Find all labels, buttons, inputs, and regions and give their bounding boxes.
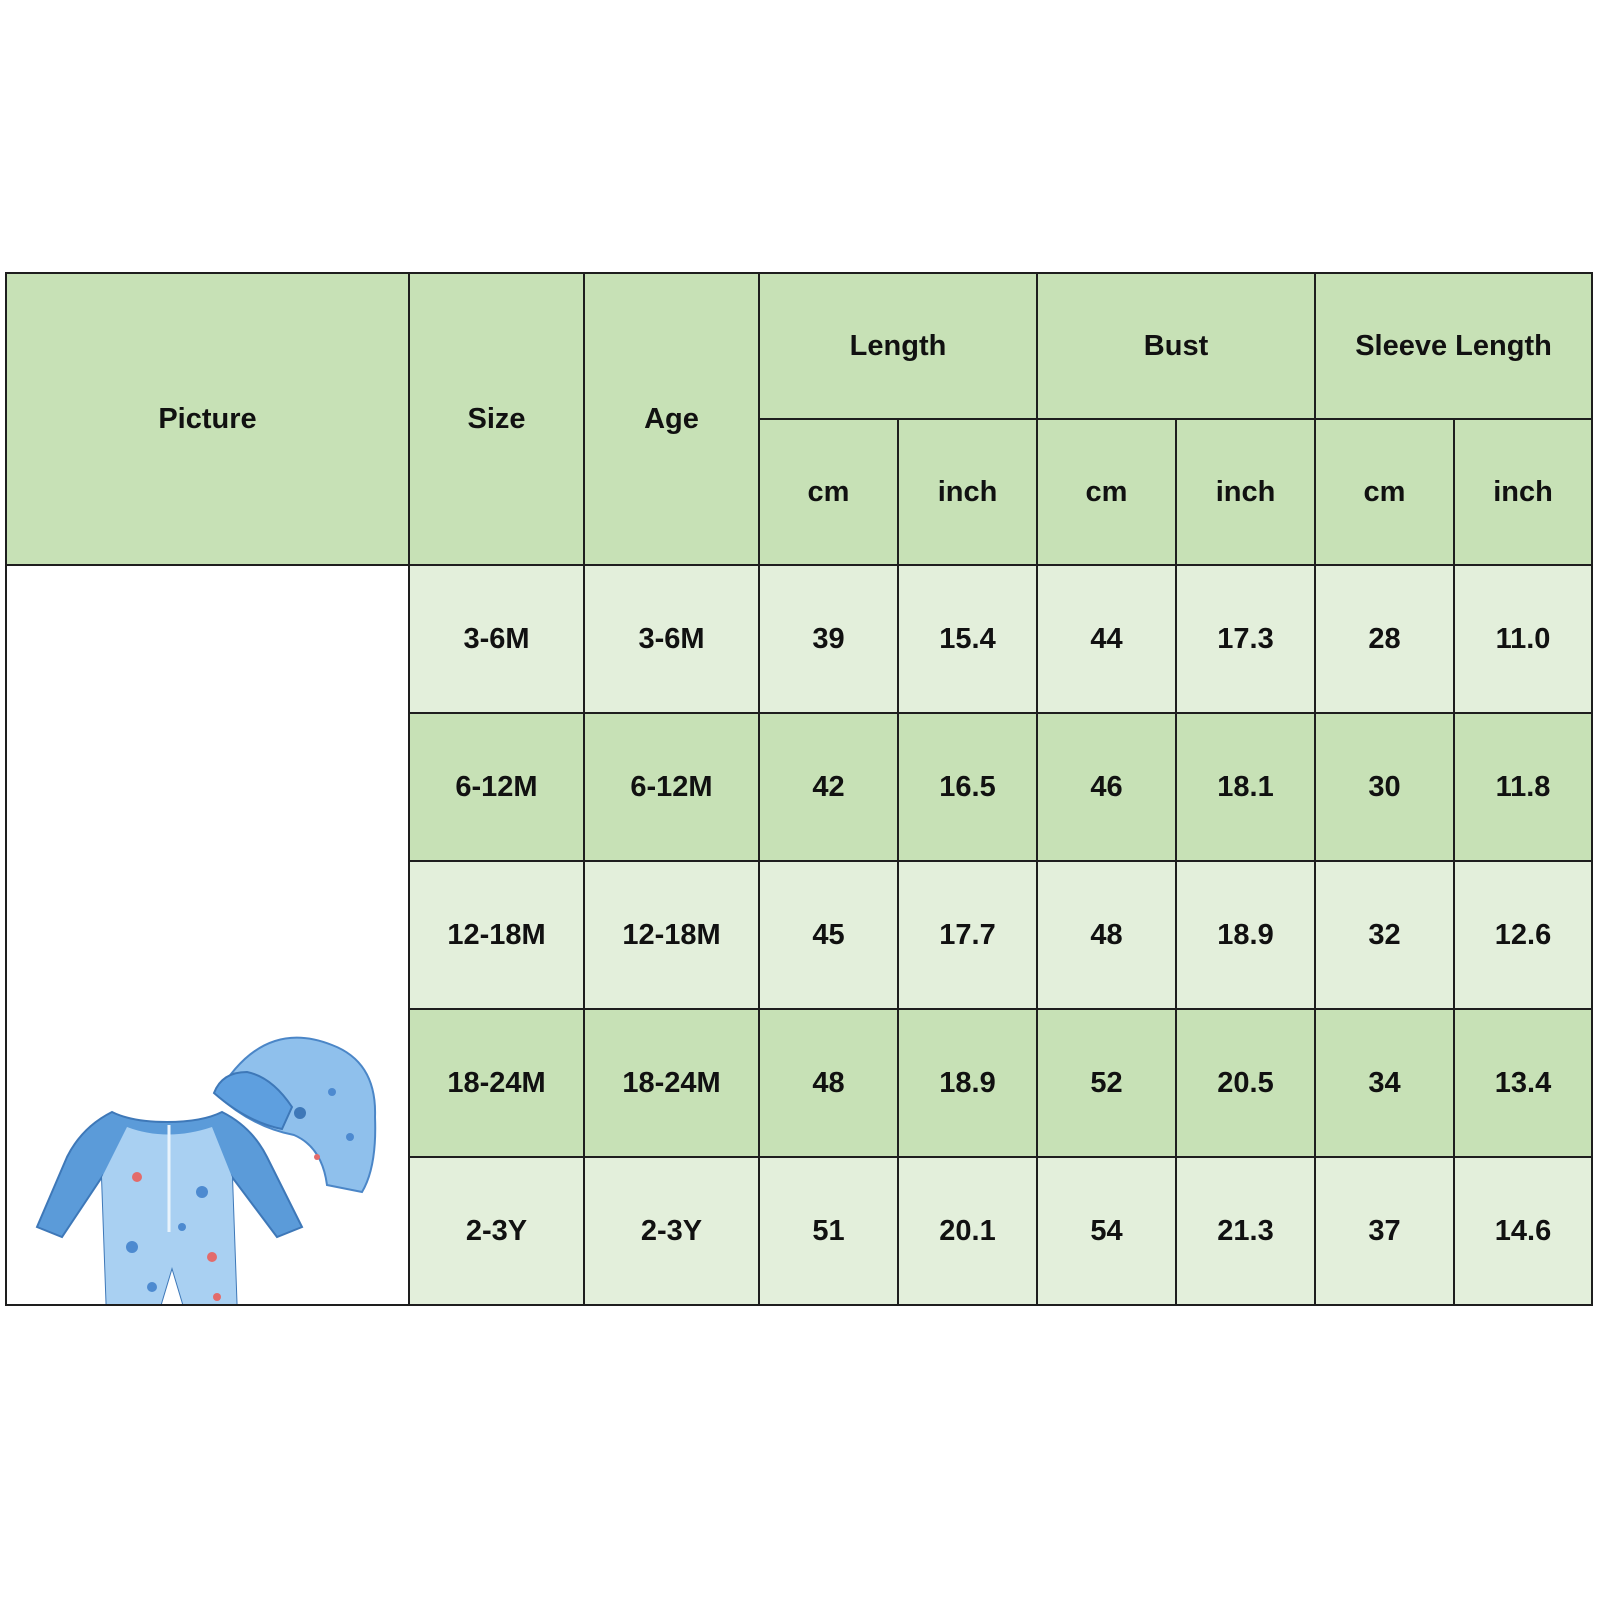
cell-sleeve-cm: 37 [1315,1157,1454,1305]
cell-bust-inch: 21.3 [1176,1157,1315,1305]
header-bust: Bust [1037,273,1315,419]
unit-length-inch: inch [898,419,1037,565]
cell-sleeve-inch: 13.4 [1454,1009,1592,1157]
cell-bust-cm: 52 [1037,1009,1176,1157]
cell-size: 6-12M [409,713,584,861]
unit-sleeve-cm: cm [1315,419,1454,565]
cell-age: 3-6M [584,565,759,713]
cell-size: 2-3Y [409,1157,584,1305]
rash-guard-icon [37,1112,302,1305]
cell-sleeve-cm: 34 [1315,1009,1454,1157]
cell-sleeve-cm: 32 [1315,861,1454,1009]
header-sleeve-length: Sleeve Length [1315,273,1592,419]
unit-length-cm: cm [759,419,898,565]
cell-sleeve-inch: 11.8 [1454,713,1592,861]
cell-length-inch: 15.4 [898,565,1037,713]
cell-length-cm: 42 [759,713,898,861]
cell-length-inch: 18.9 [898,1009,1037,1157]
cell-size: 18-24M [409,1009,584,1157]
cell-bust-inch: 17.3 [1176,565,1315,713]
unit-bust-cm: cm [1037,419,1176,565]
cell-length-cm: 51 [759,1157,898,1305]
cell-length-inch: 20.1 [898,1157,1037,1305]
cell-age: 12-18M [584,861,759,1009]
cell-bust-inch: 18.9 [1176,861,1315,1009]
cell-age: 2-3Y [584,1157,759,1305]
unit-sleeve-inch: inch [1454,419,1592,565]
cell-size: 12-18M [409,861,584,1009]
table-row [6,565,1592,713]
cell-bust-cm: 54 [1037,1157,1176,1305]
cell-size: 3-6M [409,565,584,713]
unit-bust-inch: inch [1176,419,1315,565]
header-length: Length [759,273,1037,419]
cell-sleeve-cm: 30 [1315,713,1454,861]
cell-bust-cm: 46 [1037,713,1176,861]
cell-sleeve-inch: 11.0 [1454,565,1592,713]
cell-bust-inch: 20.5 [1176,1009,1315,1157]
cell-sleeve-cm: 28 [1315,565,1454,713]
cell-age: 6-12M [584,713,759,861]
product-picture-cell [6,565,409,1305]
cell-length-inch: 16.5 [898,713,1037,861]
header-age: Age [584,273,759,565]
cell-sleeve-inch: 12.6 [1454,861,1592,1009]
swimsuit-and-hat-image [32,1017,402,1305]
cell-length-cm: 48 [759,1009,898,1157]
cell-age: 18-24M [584,1009,759,1157]
cell-bust-cm: 48 [1037,861,1176,1009]
header-size: Size [409,273,584,565]
cell-length-inch: 17.7 [898,861,1037,1009]
header-picture: Picture [6,273,409,565]
cell-bust-inch: 18.1 [1176,713,1315,861]
size-chart-table [5,272,1593,1306]
cell-bust-cm: 44 [1037,565,1176,713]
cell-length-cm: 39 [759,565,898,713]
cell-length-cm: 45 [759,861,898,1009]
cell-sleeve-inch: 14.6 [1454,1157,1592,1305]
